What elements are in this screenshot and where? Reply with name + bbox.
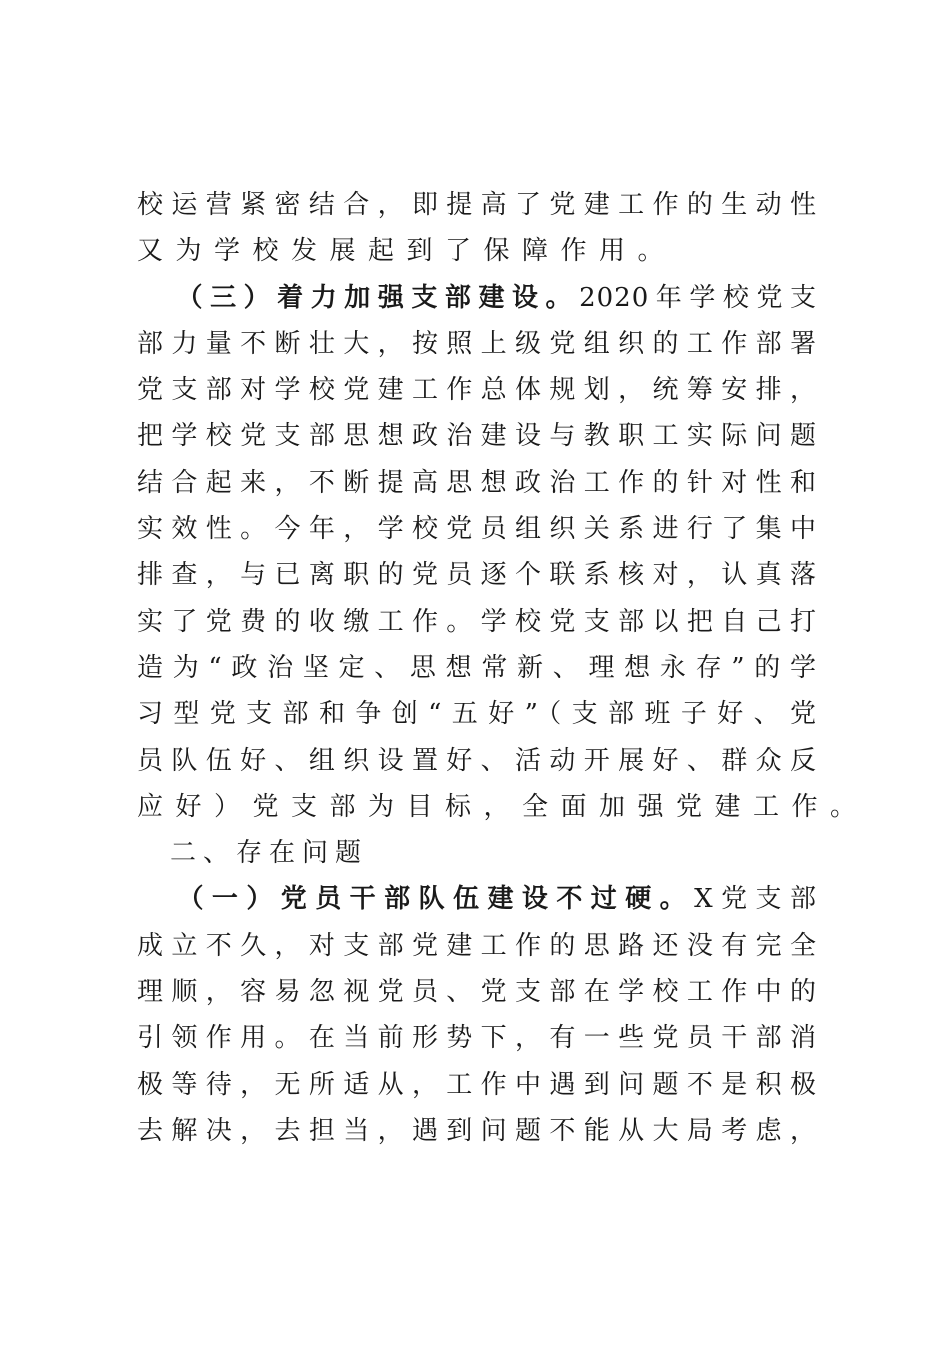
paragraph-text: 2020年学校党支 <box>579 282 817 313</box>
text-line: 造为“政治坚定、思想常新、理想永存”的学 <box>137 652 817 683</box>
subheading-bold: （三）着力加强支部建设。 <box>170 282 580 313</box>
text-line: 结合起来，不断提高思想政治工作的针对性和 <box>137 467 817 498</box>
text-line: 应好）党支部为目标，全面加强党建工作。 <box>137 791 869 822</box>
text-line: 实了党费的收缴工作。学校党支部以把自己打 <box>137 606 817 637</box>
text-line: 员队伍好、组织设置好、活动开展好、群众反 <box>137 745 817 776</box>
text-line <box>137 876 817 922</box>
subheading-bold: （一）党员干部队伍建设不过硬。 <box>170 884 695 915</box>
text-line: 理顺，容易忽视党员、党支部在学校工作中的 <box>137 977 817 1008</box>
text-line: 又为学校发展起到了保障作用。 <box>137 236 677 267</box>
text-line: 引领作用。在当前形势下，有一些党员干部消 <box>137 1023 817 1054</box>
paragraph-text: X党支部 <box>694 884 817 915</box>
body-text <box>137 182 869 1154</box>
text-line: 排查，与已离职的党员逐个联系核对，认真落 <box>137 560 817 591</box>
text-line: 部力量不断壮大，按照上级党组织的工作部署 <box>137 328 817 359</box>
text-line: 实效性。今年，学校党员组织关系进行了集中 <box>137 514 817 545</box>
text-line: 把学校党支部思想政治建设与教职工实际问题 <box>137 421 817 452</box>
text-line: 成立不久，对支部党建工作的思路还没有完全 <box>137 930 817 961</box>
text-line: 党支部对学校党建工作总体规划，统筹安排， <box>137 375 817 406</box>
text-line <box>137 275 817 321</box>
heading-text: 二、存在问题 <box>170 838 369 869</box>
text-line: 校运营紧密结合，即提高了党建工作的生动性 <box>137 190 817 220</box>
section-heading <box>137 830 817 876</box>
text-line: 极等待，无所适从，工作中遇到问题不是积极 <box>137 1069 817 1100</box>
text-line: 去解决，去担当，遇到问题不能从大局考虑， <box>137 1115 817 1146</box>
text-line: 习型党支部和争创“五好”（支部班子好、党 <box>137 699 817 730</box>
